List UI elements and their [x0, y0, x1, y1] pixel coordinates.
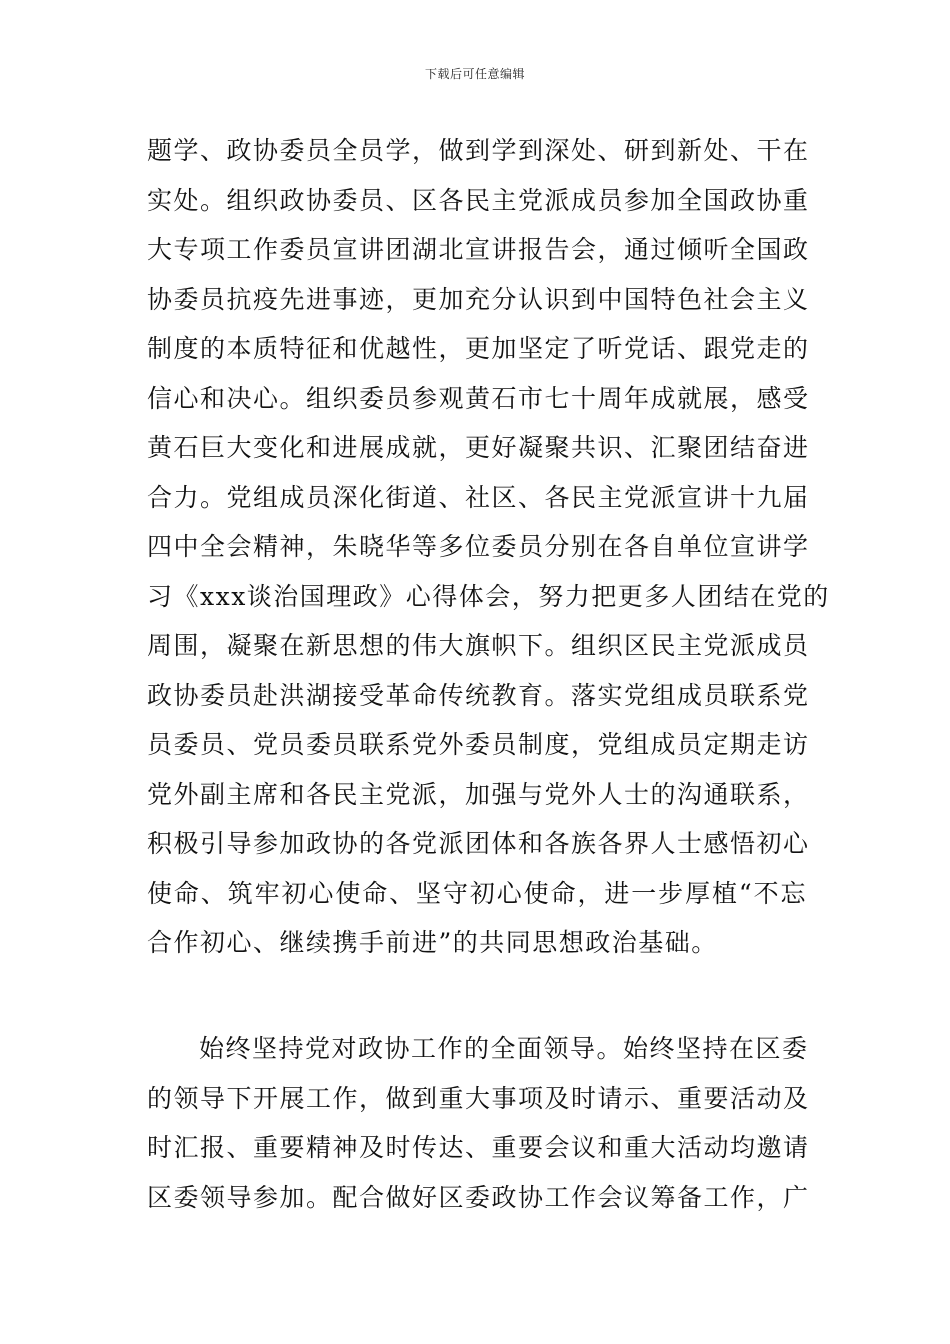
- paragraph-line: 合力。党组成员深化街道、社区、各民主党派宣讲十九届: [147, 482, 810, 512]
- paragraph-line: 使命、筑牢初心使命、坚守初心使命，进一步厚植“不忘: [147, 878, 807, 908]
- paragraph-line: 大专项工作委员宣讲团湖北宣讲报告会，通过倾听全国政: [147, 235, 810, 264]
- paragraph-line: 的领导下开展工作，做到重大事项及时请示、重要活动及: [147, 1083, 810, 1113]
- page-header: 下载后可任意编辑: [424, 67, 525, 81]
- paragraph-line: 信心和决心。组织委员参观黄石市七十周年成就展，感受: [147, 383, 810, 413]
- paragraph-line: 协委员抗疫先进事迹，更加充分认识到中国特色社会主义: [147, 284, 810, 314]
- paragraph-line: 时汇报、重要精神及时传达、重要会议和重大活动均邀请: [147, 1133, 810, 1162]
- paragraph-line: 积极引导参加政协的各党派团体和各族各界人士感悟初心: [147, 829, 810, 858]
- paragraph-line: 党外副主席和各民主党派，加强与党外人士的沟通联系，: [147, 779, 810, 809]
- paragraph-line: 周围，凝聚在新思想的伟大旗帜下。组织区民主党派成员: [147, 631, 810, 660]
- paragraph-line: 习《xxx谈治国理政》心得体会，努力把更多人团结在党的: [147, 581, 830, 611]
- paragraph-line: 黄石巨大变化和进展成就，更好凝聚共识、汇聚团结奋进: [147, 433, 810, 462]
- paragraph-line: 合作初心、继续携手前进”的共同思想政治基础。: [147, 928, 718, 957]
- paragraph-line: 区委领导参加。配合做好区委政协工作会议筹备工作，广: [147, 1182, 810, 1212]
- paragraph-1: [147, 126, 830, 968]
- paragraph-line: 员委员、党员委员联系党外委员制度，党组成员定期走访: [147, 730, 810, 759]
- paragraph-line: 政协委员赴洪湖接受革命传统教育。落实党组成员联系党: [147, 680, 810, 710]
- paragraph-line: 题学、政协委员全员学，做到学到深处、研到新处、干在: [147, 136, 810, 165]
- paragraph-line: 四中全会精神，朱晓华等多位委员分别在各自单位宣讲学: [147, 532, 810, 561]
- paragraph-line: 实处。组织政协委员、区各民主党派成员参加全国政协重: [147, 185, 810, 215]
- paragraph-line: 制度的本质特征和优越性，更加坚定了听党话、跟党走的: [147, 334, 810, 363]
- paragraph-line: 始终坚持党对政协工作的全面领导。始终坚持在区委: [199, 1034, 809, 1063]
- paragraph-2: [147, 1024, 810, 1222]
